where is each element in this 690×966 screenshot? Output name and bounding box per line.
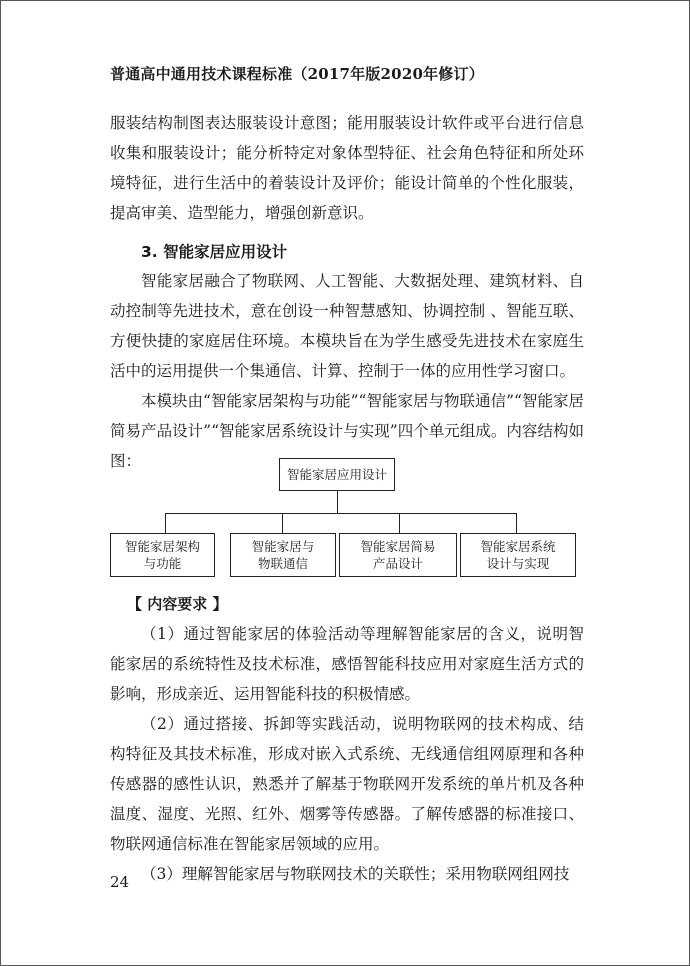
diagram-root-node: 智能家居应用设计: [279, 458, 395, 491]
section-heading: 3. 智能家居应用设计: [141, 243, 288, 261]
diagram-child-node: 智能家居简易 产品设计: [339, 533, 457, 577]
requirement-item: （3）理解智能家居与物联网技术的关联性；采用物联网组网技: [141, 865, 570, 883]
requirement-item: （2）通过搭接、拆卸等实践活动，说明物联网的技术构成、结构特征及其技术标准，形成对嵌入式系统、无线通信组网原理和各种传感器的感性认识，熟悉并了解基于物联网开发系统的单片机及各种温度、湿度、光照、红外、烟雾等传感器。了解传感器的标准接口、物联网通信标准在智能家居领域的应用。: [110, 715, 584, 853]
section-text-block: [110, 266, 584, 476]
diagram-child-node: 智能家居与 物联通信: [230, 533, 336, 577]
running-header: 普通高中通用技术课程标准（2017年版2020年修订）: [110, 65, 484, 83]
section-paragraph: 本模块由“智能家居架构与功能”“智能家居与物联通信”“智能家居简易产品设计”“智能家居系统设计与实现”四个单元组成。内容结构如图：: [110, 392, 584, 470]
diagram-connector: [516, 513, 517, 533]
intro-text-block: [110, 108, 584, 228]
diagram-child-node: 智能家居系统 设计与实现: [460, 533, 576, 577]
diagram-connector: [337, 491, 338, 513]
diagram-connector: [399, 513, 400, 533]
diagram-connector: [165, 513, 166, 533]
intro-paragraph: 服装结构制图表达服装设计意图；能用服装设计软件或平台进行信息收集和服装设计；能分析特定对象体型特征、社会角色特征和所处环境特征，进行生活中的着装设计及评价；能设计简单的个性化服装，提高审美、造型能力，增强创新意识。: [110, 114, 584, 222]
diagram-child-node: 智能家居架构 与功能: [110, 533, 215, 577]
section-paragraph: 智能家居融合了物联网、人工智能、大数据处理、建筑材料、自动控制等先进技术，意在创设一种智慧感知、协调控制 、智能互联、方便快捷的家庭居住环境。本模块旨在为学生感受先进技术在家庭生活中的运用提供一个集通信、计算、控制于一体的应用性学习窗口。: [110, 272, 584, 380]
page-number: 24: [110, 873, 130, 891]
diagram-connector: [165, 513, 517, 514]
content-requirements-title: 【 内容要求 】: [127, 595, 228, 613]
diagram-connector: [282, 513, 283, 533]
content-structure-diagram: [110, 458, 576, 580]
requirement-item: （1）通过智能家居的体验活动等理解智能家居的含义，说明智能家居的系统特性及技术标准，感悟智能科技应用对家庭生活方式的影响，形成亲近、运用智能科技的积极情感。: [110, 625, 584, 703]
requirements-text-block: [110, 619, 584, 889]
